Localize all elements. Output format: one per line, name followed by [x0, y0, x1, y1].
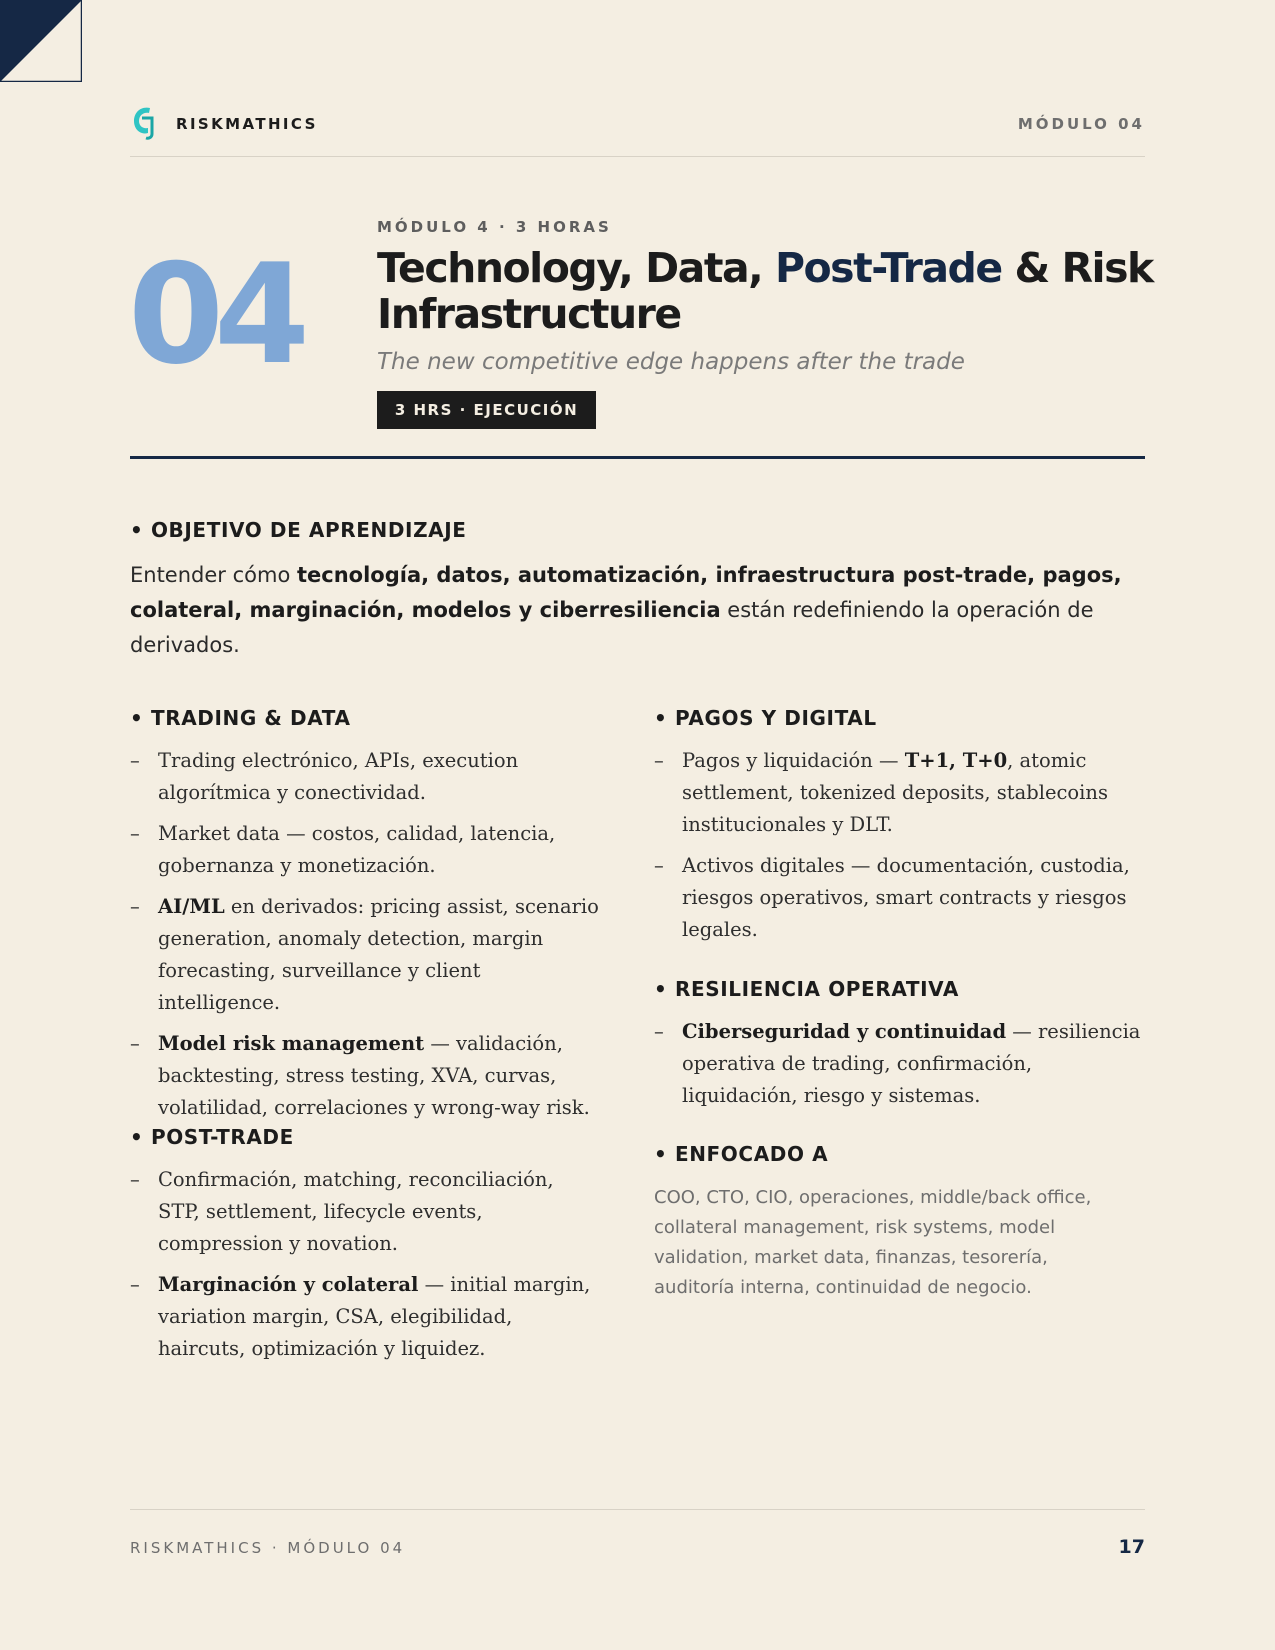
header-module-label: MÓDULO 04 [1017, 115, 1145, 133]
riskmathics-logo-icon [130, 104, 158, 140]
list-item: – Activos digitales — documentación, custodia, riesgos operativos, smart contracts y riesgos legales. [654, 854, 1130, 941]
list-item: – AI/ML en derivados: pricing assist, scenario generation, anomaly detection, margin forecasting, surveillance y client intelligence. [130, 895, 599, 1014]
module-number: 04 [128, 234, 301, 395]
pagos-heading: • PAGOS Y DIGITAL [654, 706, 877, 730]
page-title [377, 245, 1177, 337]
resiliencia-heading: • RESILIENCIA OPERATIVA [654, 977, 959, 1001]
footer-divider [130, 1509, 1145, 1510]
trading-heading: • TRADING & DATA [130, 706, 351, 730]
list-item: – Trading electrónico, APIs, execution algorítmica y conectividad. [130, 749, 519, 804]
objective-bold: tecnología, datos, automatización, infraestructura post-trade, pagos, colateral, marginación, modelos y ciberresiliencia [130, 563, 1122, 622]
list-item: – Marginación y colateral — initial margin, variation margin, CSA, elegibilidad, haircuts, optimización y liquidez. [130, 1273, 591, 1360]
list-item: – Market data — costos, calidad, latencia, gobernanza y monetización. [130, 822, 556, 877]
duration-tag: 3 HRS · EJECUCIÓN [377, 391, 596, 429]
title-part2: & Risk Infrastructure [377, 244, 1153, 338]
page-number: 17 [1118, 1536, 1145, 1558]
pagos-list [654, 745, 1149, 955]
posttrade-heading: • POST-TRADE [130, 1125, 294, 1149]
list-item: – Pagos y liquidación — T+1, T+0, atomic settlement, tokenized deposits, stablecoins institucionales y DLT. [654, 749, 1108, 836]
resiliencia-list [654, 1016, 1149, 1121]
list-item: – Ciberseguridad y continuidad — resiliencia operativa de trading, confirmación, liquidación, riesgo y sistemas. [654, 1020, 1141, 1107]
page-subtitle: The new competitive edge happens after the trade [377, 349, 965, 375]
footer-label: RISKMATHICS · MÓDULO 04 [130, 1539, 406, 1557]
enfocado-heading: • ENFOCADO A [654, 1142, 829, 1166]
module-eyebrow: MÓDULO 4 · 3 HORAS [377, 218, 612, 236]
hero-divider [130, 456, 1145, 459]
page-header [130, 100, 1145, 157]
corner-decoration [0, 0, 82, 82]
list-item: – Confirmación, matching, reconciliación, STP, settlement, lifecycle events, compression y novation. [130, 1168, 554, 1255]
objective-tail: están redefiniendo la operación de derivados. [130, 598, 1094, 657]
title-accent: Post-Trade [774, 244, 1002, 292]
title-part1: Technology, Data, [377, 244, 775, 292]
enfocado-text: COO, CTO, CIO, operaciones, middle/back office, collateral management, risk systems, model validation, market data, finanzas, tesorería, auditoría interna, continuidad de negocio. [654, 1187, 1092, 1298]
list-item: – Model risk management — validación, backtesting, stress testing, XVA, curvas, volatilidad, correlaciones y wrong-way risk. [130, 1032, 590, 1119]
trading-list [130, 745, 600, 1133]
objective-heading: • OBJETIVO DE APRENDIZAJE [130, 518, 467, 542]
objective-text [130, 558, 1130, 663]
posttrade-list [130, 1164, 600, 1374]
objective-lead: Entender cómo [130, 563, 297, 587]
brand-name: RISKMATHICS [176, 115, 318, 133]
